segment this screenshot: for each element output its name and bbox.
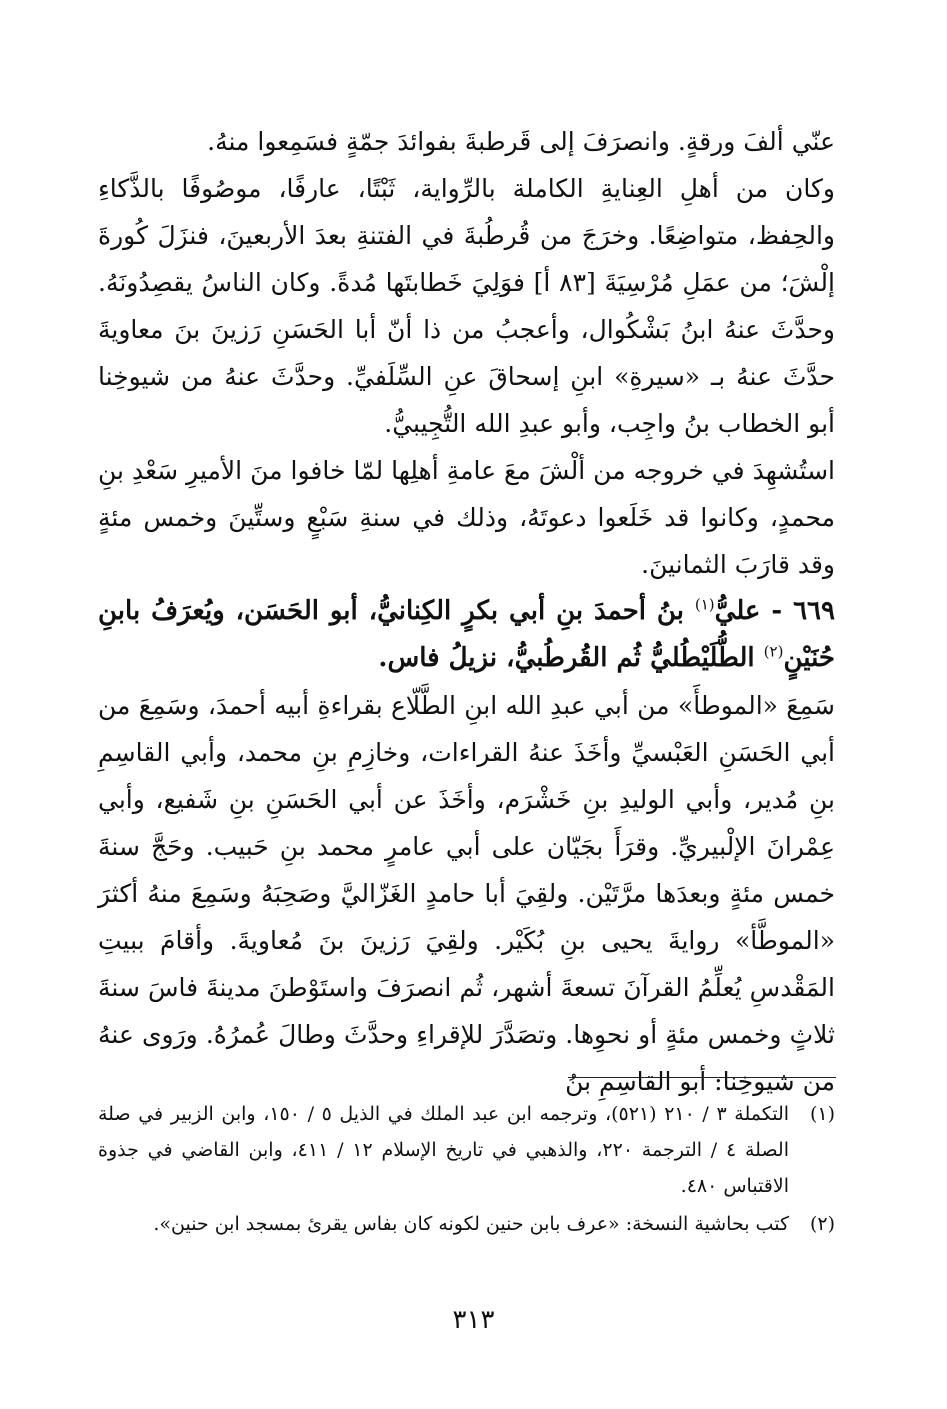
footnotes bbox=[98, 1096, 835, 1244]
entry-dash: - bbox=[760, 596, 794, 626]
footnote-ref-1[interactable]: (١) bbox=[694, 595, 715, 614]
footnote-2 bbox=[98, 1206, 835, 1242]
entry-heading bbox=[98, 588, 835, 682]
paragraph-death: استُشهِدَ في خروجه من ألْشَ معَ عامةِ أهلِها لمّا خافوا منَ الأميرِ سَعْدِ بنِ محمدٍ، وكانوا قد خَلَعوا دعوتَهُ، وذلك في سنةِ سَبْعٍ وستِّينَ وخمس مئةٍ وقد قارَبَ الثمانينَ. bbox=[98, 456, 835, 579]
paragraph-entry-body: سَمِعَ «الموطأَ» من أبي عبدِ الله ابنِ الطَّلّاع بقراءةِ أبيه أحمدَ، وسَمِعَ من أبي الحَسَنِ العَبْسيِّ وأخَذَ عنهُ القراءات، وخازِمِ بنِ محمد، وأبي القاسِمِ بنِ مُدير، وأبي الوليدِ بنِ خَشْرَم، وأخَذَ عن أبي الحَسَنِ بنِ شَفيع، وأبي عِمْرانَ الإلْبيريِّ. وقرَأَ بجَيّان على أبي عامرٍ محمد بنِ حَبيب. وحَجَّ سنةَ خمس مئةٍ وبعدَها مرَّتَيْن. ولقِيَ أبا حامدٍ الغَزّاليَّ وصَحِبَهُ وسَمِعَ منهُ أكثرَ «الموطَّأ» روايةَ يحيى بنِ بُكَيْر. ولقِيَ رَزينَ بنَ مُعاويةَ. وأقامَ ببيتِ المَقْدسِ يُعلِّمُ القرآنَ تسعةَ أشهر، ثُم انصرَفَ واستَوْطنَ مدينةَ فاسَ سنةَ ثلاثٍ وخمس مئةٍ أو نحوِها. وتصَدَّرَ للإقراءِ وحدَّثَ وطالَ عُمرُهُ. ورَوى عنهُ من شيوخِنا: أبو القاسِمِ بنُ bbox=[98, 691, 835, 1096]
page-number: ٣١٣ bbox=[452, 1305, 495, 1335]
footnote-text: كتب بحاشية النسخة: «عرف بابن حنين لكونه كان بفاس يقرئ بمسجد ابن حنين». bbox=[153, 1213, 789, 1235]
footnote-separator bbox=[568, 1077, 836, 1078]
entry-name-first: عليُّ bbox=[714, 596, 761, 626]
entry-name-middle: بنُ أحمدَ بنِ أبي بكرٍ الكِنانيُّ، أبو الحَسَن، ويُعرَفُ بابنِ حُنَيْنٍ bbox=[98, 596, 835, 673]
footnote-text: التكملة ٣ / ٢١٠ (٥٢١)، وترجمه ابن عبد الملك في الذيل ٥ / ١٥٠، وابن الزبير في صلة الصلة ٤ / الترجمة ٢٢٠، والذهبي في تاريخ الإسلام ١٢ / ٤١١، وابن القاضي في جذوة الاقتباس ٤٨٠. bbox=[98, 1103, 790, 1197]
footnote-number: (١) bbox=[809, 1103, 835, 1125]
footnote-number: (٢) bbox=[809, 1213, 835, 1235]
paragraph-biography: وكان من أهلِ العِنايةِ الكاملة بالرِّواية، ثَبْتًا، عارفًا، موصُوفًا بالذَّكاءِ والحِفظ، متواضِعًا. وخرَجَ من قُرطُبةَ في الفتنةِ بعدَ الأربعينَ، فنزَلَ كُورةَ إلْشَ؛ من عمَلِ مُرْسِيَةَ [٨٣ أ] فوَلِيَ خَطابتَها مُدةً. وكان الناسُ يقصِدُونَهُ. وحدَّثَ عنهُ ابنُ بَشْكُوال، وأعجبُ من ذا أنّ أبا الحَسَنِ رَزينَ بنَ معاويةَ حدَّثَ عنهُ بـ «سيرةِ» ابنِ إسحاقَ عنِ السِّلَفيِّ. وحدَّثَ عنهُ من شيوخِنا أبو الخطاب بنُ واجِب، وأبو عبدِ الله التُّجِيبيُّ. bbox=[98, 174, 835, 438]
paragraph-continuation: عنّي ألفَ ورقةٍ. وانصرَفَ إلى قَرطبةَ بفوائدَ جمّةٍ فسَمِعوا منهُ. bbox=[207, 127, 835, 156]
entry-name-last: الطُّلَيْطُليُّ ثُم القُرطُبيُّ، نزيلُ فاس. bbox=[378, 643, 764, 673]
entry-number: ٦٦٩ bbox=[793, 596, 835, 626]
footnote-ref-2[interactable]: (٢) bbox=[763, 642, 784, 661]
main-text bbox=[98, 118, 835, 1105]
footnote-1 bbox=[98, 1096, 835, 1204]
